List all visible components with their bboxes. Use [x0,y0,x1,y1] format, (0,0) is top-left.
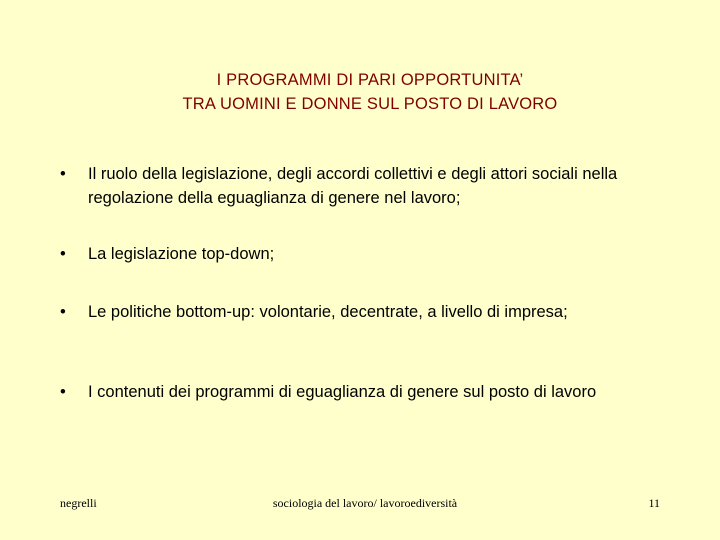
bullet-item [56,162,666,210]
footer-author: negrelli [60,496,97,510]
bullet-icon: • [60,245,66,263]
bullet-icon: • [60,383,66,401]
bullet-icon: • [60,165,66,183]
bullet-item [56,300,666,324]
title-line-1: I PROGRAMMI DI PARI OPPORTUNITA’ [216,71,524,89]
bullet-icon: • [60,303,66,321]
bullet-item [56,242,666,266]
footer-page-number: 11 [648,496,660,510]
footer-course: sociologia del lavoro/ lavoroediversità [272,496,458,510]
bullet-text: Il ruolo della legislazione, degli accordi collettivi e degli attori sociali nella regolazione della eguaglianza di genere nel lavoro; [88,165,618,207]
bullet-text: I contenuti dei programmi di eguaglianza di genere sul posto di lavoro [88,383,597,401]
bullet-text: Le politiche bottom-up: volontarie, decentrate, a livello di impresa; [88,303,568,321]
title-line-2: TRA UOMINI E DONNE SUL POSTO DI LAVORO [182,95,558,113]
bullet-text: La legislazione top-down; [88,245,275,263]
bullet-item [56,380,666,404]
slide-title [100,68,640,116]
